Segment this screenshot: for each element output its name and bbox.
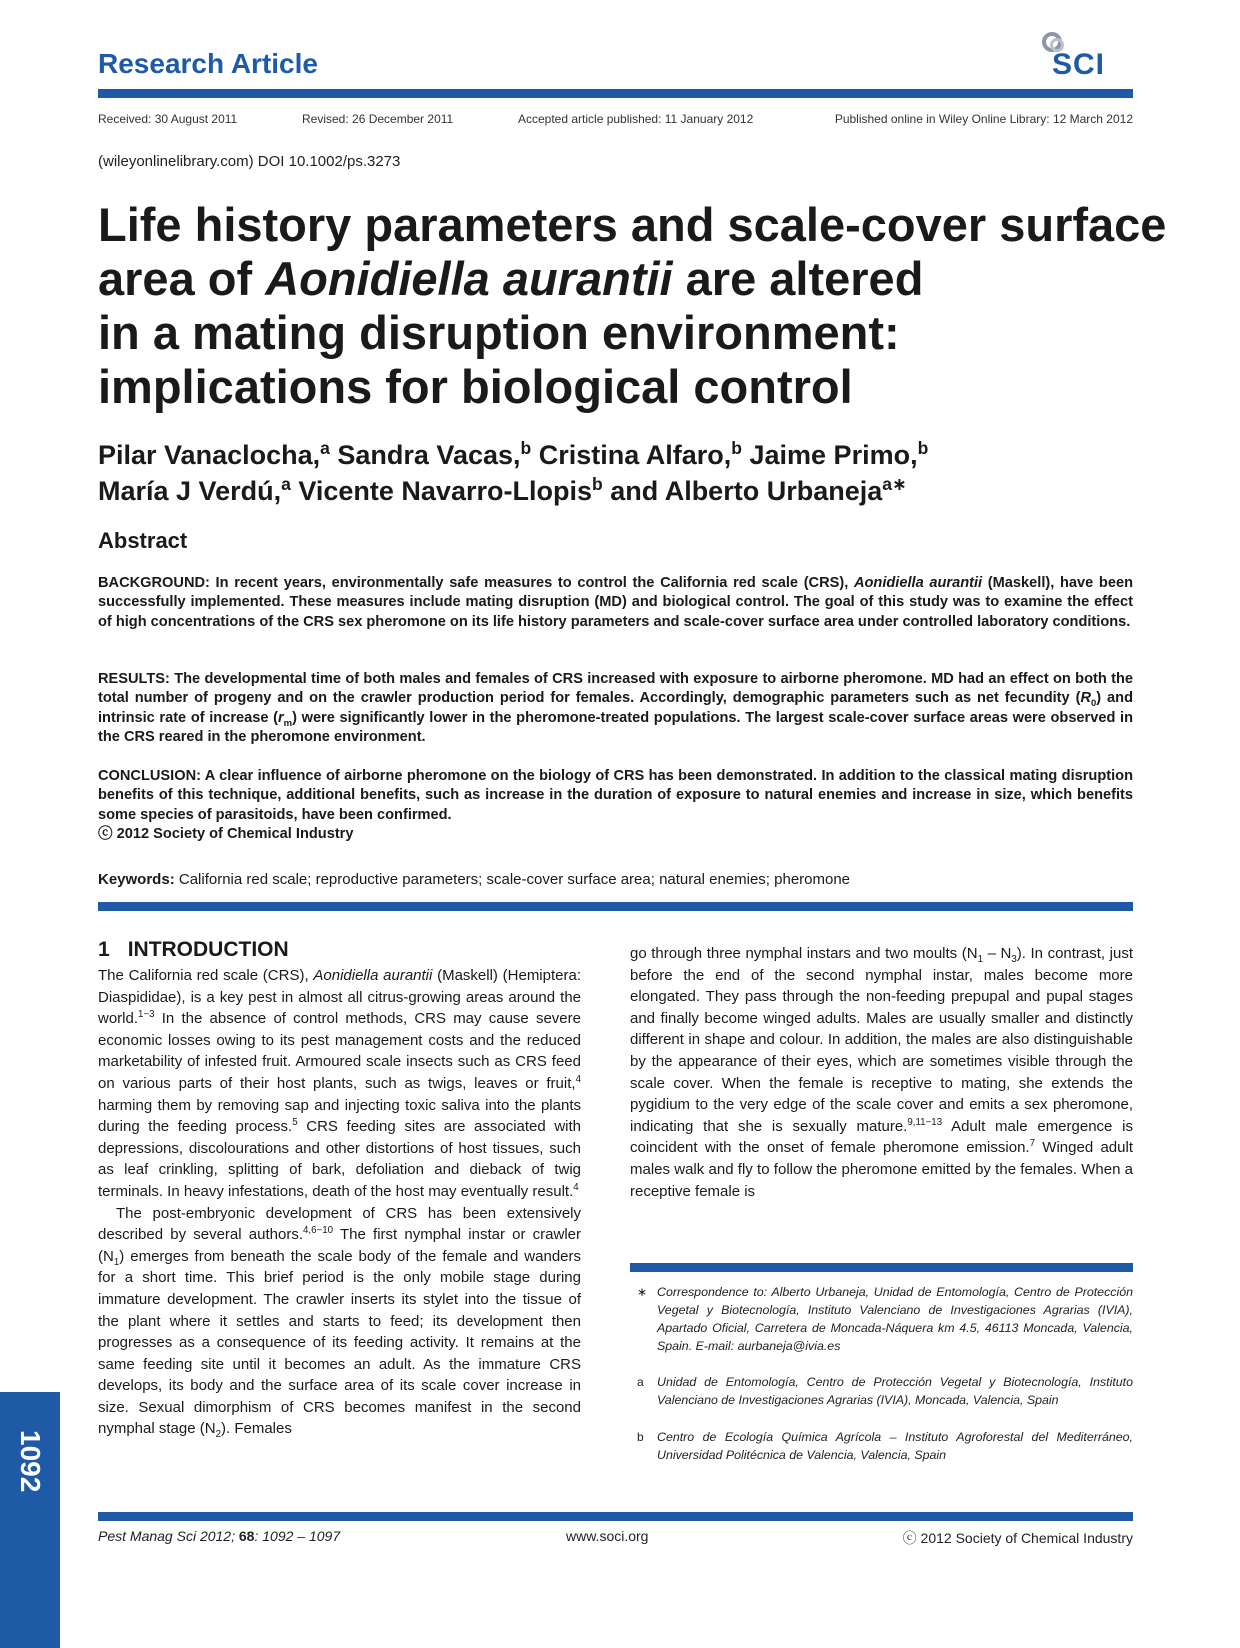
- abstract-copyright: ⓒ 2012 Society of Chemical Industry: [98, 826, 354, 843]
- published-date: Published online in Wiley Online Library: 12 March 2012: [834, 112, 1133, 126]
- footnote-rule: [630, 1263, 1133, 1272]
- abstract-rule: [98, 902, 1133, 911]
- body-text: The California red scale (CRS),: [98, 967, 314, 984]
- abstract-text: CONCLUSION: A clear influence of airborne pheromone on the biology of CRS has been demonstrated. In addition to the classical mating disruption benefits of this technique, additional benefits, such as increase in the duration of exposure to natural enemies and increase in size, which benefits some species of parasitoids, have been confirmed.: [98, 768, 1133, 823]
- section-number: 1: [98, 938, 110, 961]
- paragraph: [98, 1203, 581, 1441]
- title-species: Aonidiella aurantii: [265, 252, 673, 305]
- citation: 4: [575, 1073, 581, 1085]
- keywords-list: California red scale; reproductive parameters; scale-cover surface area; natural enemies; pheromone: [174, 871, 851, 888]
- body-text: ). Females: [221, 1420, 292, 1438]
- species-name: Aonidiella aurantii: [313, 967, 433, 984]
- subscript: 2: [215, 1429, 221, 1441]
- section-title: INTRODUCTION: [127, 938, 289, 961]
- revised-date: Revised: 26 December 2011: [302, 112, 454, 126]
- citation: 5: [292, 1117, 298, 1129]
- paragraph: [98, 965, 581, 1203]
- author-line-2: [98, 473, 1138, 509]
- body-text: go through three nymphal instars and two moults (N: [630, 945, 978, 962]
- affiliation-mark: b: [591, 474, 603, 494]
- body-text: – N: [983, 945, 1012, 962]
- symbol-r0: R: [1080, 690, 1091, 707]
- paragraph: [630, 943, 1133, 1202]
- subscript: 3: [1011, 954, 1017, 965]
- abstract-text: RESULTS: The developmental time of both males and females of CRS increased with exposure to airborne pheromone. MD had an effect on both the total number of progeny and on the crawler production period for females. Accordingly, demographic parameters such as net fecundity (: [98, 671, 1133, 707]
- citation: 7: [1029, 1138, 1036, 1150]
- section-heading: [98, 938, 289, 962]
- author-name: and Alberto Urbaneja: [602, 476, 883, 506]
- footnote-mark: ∗: [637, 1285, 648, 1299]
- abstract-heading: Abstract: [98, 528, 188, 553]
- abstract-background: [98, 574, 1133, 632]
- body-text: ) emerges from beneath the scale body of the female and wanders for a short time. This brief period is the only mobile stage during immature development. The crawler inserts its stylet into the tissue of the plant where it settles and starts to feed; its development then progresses as a consequence of its feeding activity. It remains at the same feeding site until it becomes an adult. As the immature CRS develops, its body and the surface area of its scale cover increase in size. Sexual dimorphism of CRS becomes manifest in the second nymphal stage (N: [98, 1247, 581, 1438]
- citation: 1−3: [138, 1009, 155, 1021]
- abstract-conclusion: [98, 767, 1133, 845]
- keywords: [98, 870, 1133, 890]
- keywords-label: Keywords:: [98, 871, 175, 888]
- page-number-tab: [0, 1392, 60, 1648]
- abstract-text: BACKGROUND: In recent years, environmentally safe measures to control the California red scale (CRS),: [98, 575, 854, 591]
- abstract-text: ) were significantly lower in the pheromone-treated populations. The largest scale-cover surface areas were observed in the CRS reared in the pheromone environment.: [98, 709, 1133, 746]
- abstract-text: ) and intrinsic rate of increase (: [98, 690, 1133, 726]
- author-name: Cristina Alfaro,: [531, 440, 732, 470]
- correspondence-footnote: [637, 1283, 1133, 1355]
- title-line-3: in a mating disruption environment:: [98, 306, 900, 359]
- body-text: In the absence of control methods, CRS may cause severe economic losses owing to its pest management costs and the reduced marketability of infested fruit. Armoured scale insects such as CRS feed on various parts of their host plants, such as twigs, leaves or fruit,: [98, 1010, 581, 1092]
- author-name: María J Verdú,: [98, 476, 282, 506]
- symbol-rm: r: [277, 709, 284, 726]
- subscript: m: [283, 717, 293, 729]
- title-text: area of: [98, 252, 266, 305]
- article-title: [98, 198, 1167, 414]
- page-number: 1092: [15, 1430, 46, 1493]
- subscript: 1: [977, 954, 983, 965]
- citation: 4: [573, 1181, 579, 1193]
- left-column: [98, 965, 581, 1440]
- accepted-date: Accepted article published: 11 January 2012: [518, 112, 754, 126]
- subscript: 1: [113, 1256, 120, 1268]
- author-name: Vicente Navarro-Llopis: [290, 476, 592, 506]
- species-name: Aonidiella aurantii: [853, 575, 983, 591]
- footnote-text: Centro de Ecología Química Agrícola – Instituto Agroforestal del Mediterráneo, Universidad Politécnica de Valencia, Valencia, Spain: [657, 1430, 1133, 1462]
- author-line-1: [98, 437, 1138, 473]
- header-rule: [98, 89, 1133, 98]
- citation-year: 2012;: [196, 1528, 239, 1544]
- abstract-results: [98, 670, 1133, 748]
- volume: 68: [238, 1528, 255, 1544]
- body-text: ). In contrast, just before the end of the second nymphal instar, males become more elongated. They pass through the non-feeding prepupal and pupal stages and finally become winged adults. Males are usually smaller and distinctly different in shape and colour. In addition, the males are also distinguishable by the appearance of their eyes, which are sometimes visible through the scale cover. When the female is receptive to mating, she extends the pygidium to the very edge of the scale cover and emits a sex pheromone, indicating that she is sexually mature.: [630, 945, 1134, 1135]
- title-line-4: implications for biological control: [98, 360, 853, 413]
- author-list: [98, 437, 1138, 509]
- journal-name: Pest Manag Sci: [98, 1528, 197, 1544]
- title-line-1: Life history parameters and scale-cover surface: [98, 198, 1167, 251]
- body-text: Adult male emergence is coincident with the onset of female pheromone emission.: [630, 1117, 1133, 1157]
- title-text: are altered: [672, 252, 924, 305]
- footer-copyright: ⓒ 2012 Society of Chemical Industry: [902, 1530, 1133, 1546]
- body-text: CRS feeding sites are associated with depressions, discolourations and other distortions of host tissues, such as leaf crinkling, splitting of bark, defoliation and dieback of twig terminals. In heavy infestations, death of the host may eventually result.: [98, 1118, 582, 1200]
- footnote-text: Unidad de Entomología, Centro de Protección Vegetal y Biotecnología, Instituto Valenciano de Investigaciones Agrarias (IVIA), Moncada, Valencia, Spain: [657, 1375, 1133, 1407]
- footer-rule: [98, 1512, 1133, 1521]
- footnote-mark: b: [637, 1430, 644, 1444]
- received-date: Received: 30 August 2011: [98, 112, 238, 126]
- citation: 9,11−13: [907, 1116, 943, 1128]
- body-text: The first nymphal instar or crawler (N: [98, 1226, 581, 1265]
- abstract-text: (Maskell), have been successfully implemented. These measures include mating disruption (MD) and biological control. The goal of this study was to examine the effect of high concentrations of the CRS sex pheromone on its life history parameters and scale-cover surface area under controlled laboratory conditions.: [98, 575, 1133, 630]
- doi-line: (wileyonlinelibrary.com) DOI 10.1002/ps.3273: [98, 153, 401, 170]
- affiliation-mark: b: [917, 438, 929, 458]
- journal-website[interactable]: www.soci.org: [566, 1528, 649, 1544]
- title-line-2: [98, 252, 1138, 306]
- footnote-mark: a: [637, 1375, 644, 1389]
- footnote-text: Correspondence to: Alberto Urbaneja, Unidad de Entomología, Centro de Protección Vegetal y Biotecnología, Instituto Valenciano de Investigaciones Agrarias (IVIA), Apartado Oficial, Carretera de Moncada-Náquera km 4.5, 46113 Moncada, Valencia, Spain. E-mail: aurbaneja@ivia.es: [657, 1285, 1133, 1353]
- citation: 4,6−10: [303, 1225, 334, 1237]
- author-name: Sandra Vacas,: [329, 440, 521, 470]
- affiliation-mark: b: [731, 438, 742, 458]
- affiliation-b-footnote: [637, 1428, 1133, 1464]
- affiliation-mark: a: [281, 474, 291, 494]
- article-type-label: Research Article: [98, 48, 318, 79]
- affiliation-mark: b: [520, 438, 532, 458]
- affiliation-a-footnote: [637, 1373, 1133, 1409]
- body-text: harming them by removing sap and injecting toxic saliva into the plants during the feeding process.: [98, 1096, 581, 1136]
- body-text: (Maskell) (Hemiptera: Diaspididae), is a key pest in almost all citrus-growing areas around the world.: [98, 967, 582, 1028]
- affiliation-mark: a∗: [882, 474, 907, 494]
- page-range: : 1092 – 1097: [254, 1528, 341, 1544]
- soci-logo: [1042, 28, 1132, 80]
- body-text: Winged adult males walk and fly to follow the pheromone emitted by the females. When a receptive female is: [630, 1139, 1133, 1200]
- subscript: 0: [1090, 698, 1097, 710]
- body-text: The post-embryonic development of CRS has been extensively described by several authors.: [98, 1204, 581, 1244]
- affiliation-mark: a: [320, 438, 330, 458]
- logo-text: SCI: [1052, 48, 1106, 81]
- author-name: Jaime Primo,: [742, 440, 918, 470]
- journal-citation: [98, 1528, 340, 1544]
- author-name: Pilar Vanaclocha,: [98, 440, 321, 470]
- right-column: [630, 943, 1133, 1202]
